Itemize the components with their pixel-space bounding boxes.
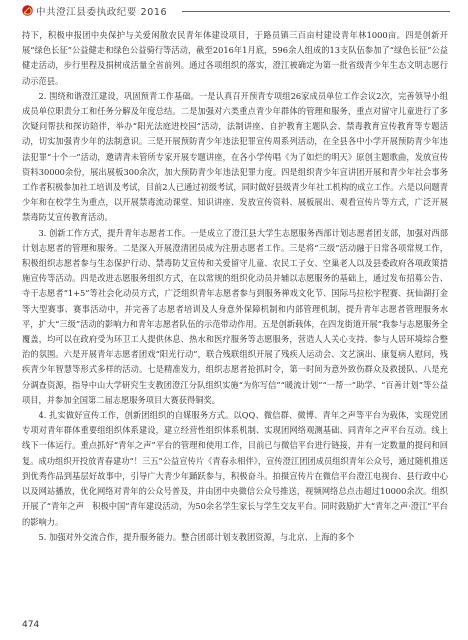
paragraph-item-5: 5. 加强对外交流合作，提升服务能力。整合团部计划支教团资源，与北京、上海的多个 [38,531,355,542]
header-divider [182,11,450,12]
paragraph-item-3: 3. 创新工作方式，提升青年志愿者工作。一是成立了澄江县大学生志愿服务西部计划志愿者团支部，加强对西部计划志愿者的管理和服务。二是深入开展澄清团员成为注册志愿者工作。三是将“三级”活动融于日常各项常规工作，积极组织志愿者参与生态保护行动、禁毒防艾宣传和关爱留守儿童、农民工子女、空巢老人以及县委政府各项政策措施宣传等活动。四是改进志愿服务组织方式，在以常规的组织化动员并辅以志愿服务的基础上，通过发布招募公告、寺干志愿者“1+5”等社会化动员方式，广泛组织青年志愿者参与到服务禅戏文化节、国际马拉松宇程赛、抚仙湖打金等大型赛事、赛事活动中，并完善了志愿者培训及人身意外保障机制和内部管理机制，提升青年志愿者管理服务水平，扩大“三级”活动的影响力和青年志愿者队伍的示范带动作用。五是创新载体，在四龙街道开展“我参与志愿服务全覆盖，均可以在政府受为环卫工人提供休息、热水和医疗服务等志愿服务，营造人人关心支持、参与人居环境综合整治的氛围。六是开展青年志愿者团戏“阳光行动”，联合残联组织开展了残疾人运动会、文艺演出、康复病人慰问，残疾青少年智慧等形式多样的活动。七是精准发力，组织志愿者抢抓时令，第一时间为意外致伤群众及救援队、八是充分调查资源，指导中山大学研究生支教团澄江分队组织实施“为你写信”“暖流计划”“一帮一”助学、“百善计划”等公益项目，并参加全国第二届志愿服务项目大赛获得铜奖。 [22,227,448,405]
paragraph-item-4: 4. 扎实做好宣传工作，创新团组织的自媒服务方式。以QQ、微信群、微博、青年之声等平台为载体，实现党团专项对青年群体重要组组织体系建设，建立经营性组织体系机制、实现团网络观测基础、同青年之声平台互动。线上线下一体运行。重点抓好“青年之声”平台的管理和使用工作，目前已与微信平台进行链接，并有一定数量的提问和回复。成功组织开投放青春建功“！三五”公益宣传片《青春永相伴》，宣传澄江团团成员组织青年公众号，通过随机推送到优秀作品到基层好故事中，引导广大青少年踊跃参与，积极奋斗。拍摄宣传片在微信平台澄江电视台、县行政中心以及网站播放，优化网络对青年的公众号普及，并由团中央微信公众号推送，视频网络总点击超过10000余次。组织开展了“青年之声 积极中国”青年建设活动，为50余名学生家长与学生交友平台。同时鼓励扩大“青年之声·澄江”平台的影响力。 [22,410,448,527]
page-number: 474 [22,620,40,630]
running-header [0,0,468,22]
header-title: 中共澄江县委执政纪要 2016 [36,7,168,18]
party-emblem-icon [22,5,33,16]
body-text [22,28,448,545]
paragraph-item-2: 2. 围绕和谐澄江建设，巩固预青工作基础。一是认真召开预青专项组26家成员单位工作会议2次，完善领导小组成员单位职责分工和任务分解及年度总结。二是加强对六类重点青少年群体的管理和服务，重点对留守儿童进行了多次疑问帮扶和探访陪伴，举办“阳光法庭进校园”活动，法制讲座、自护教育主题队会、禁毒教育宣传教育等专题活动，切实加强青少年的法制意识。三是开展预防青少年违法犯罪宣传周系列活动，在全县各中小学开展预防青少年违法犯罪“十个一”活动，邀请青未管所专家开展专题讲座，在各小学传唱《为了如烂的明天》原创主题歌曲，发放宣传资料30000余份，展出展板300余次，加大预防青少年违法犯罪力度。四是组织青少年宣讲团开展和青少年社会事务工作者积极参加社工培训及考试，目前2人已通过初级考试，同时做好县级青少年社工机构的成立工作。六是以问题青少年和在校学生为重点，以开展禁毒流动课堂、知识讲座、发放宣传资料、展板展出、观看宣传片等方式，广泛开展禁毒防艾宣传教育活动。 [22,90,448,223]
paragraph-continuation: 持下，积极申报团中央保护与关爱闲散农民青年体建设项目，于路员镇三百亩村建设青年林1000亩。四是创新开展“绿色长征”公益健走和绿色公益骑行等活动，截至2016年1月底，596余人组成的13支队伍参加了“绿色长征”公益健走活动，步行里程及捐树成活量全省前列。通过各项组织的落实，澄江被确定为第一批省级青少年生态文明志愿行动示范县。 [22,30,448,86]
